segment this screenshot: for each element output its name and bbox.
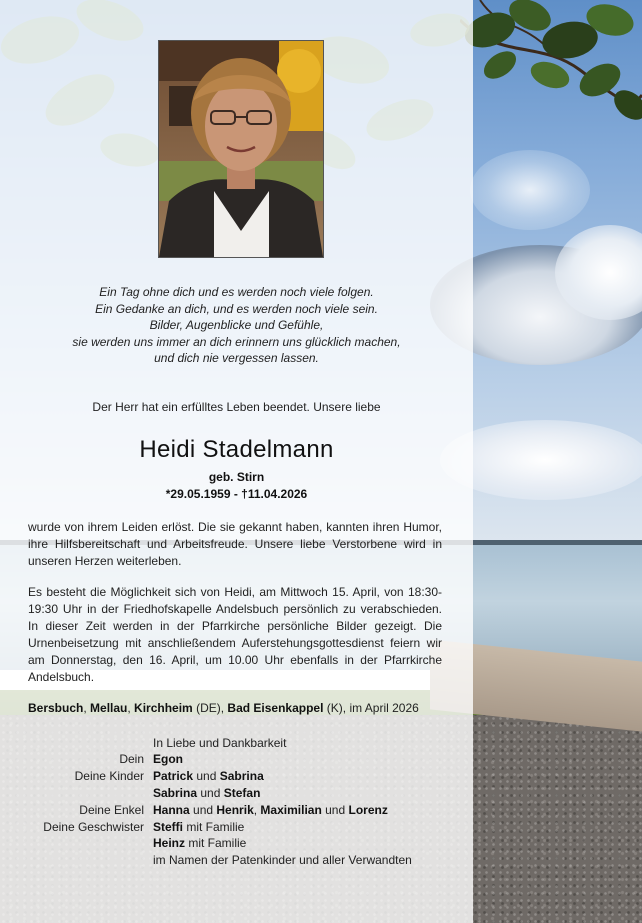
tree-leaves [460, 0, 642, 140]
portrait-photo [158, 40, 324, 258]
separator: , [83, 701, 91, 715]
conjunction: und [321, 803, 349, 817]
life-dates: *29.05.1959 - †11.04.2026 [165, 487, 308, 501]
family-label: Deine Geschwister [43, 820, 144, 834]
godchildren-text: im Namen der Patenkinder und aller Verwandten [153, 853, 412, 867]
date: im April 2026 [349, 701, 419, 715]
memorial-poem [0, 284, 473, 367]
family-name: Patrick [153, 769, 194, 783]
conjunction: und [189, 803, 217, 817]
intro-line: Der Herr hat ein erfülltes Leben beendet. Unsere liebe [92, 400, 381, 414]
family-names [153, 769, 264, 783]
poem-line: sie werden uns immer an dich erinnern uns glücklich machen, [72, 334, 401, 349]
paragraph-funeral-info: Es besteht die Möglichkeit sich von Heidi, am Mittwoch 15. April, von 18:30-19:30 Uhr in der Friedhofskapelle Andelsbuch persönlich zu verabschieden. In dieser Zeit werden in der Pfarrkirche persönliche Bilder gezeigt. Die Urnenbeisetzung mit anschließendem Auferstehungsgottesdienst feiern wir am Donnerstag, den 16. April, um 10.00 Uhr ebenfalls in der Pfarrkirche Andelsbuch. [28, 585, 442, 684]
family-name: Steffi [153, 820, 183, 834]
family-name: Heinz [153, 836, 186, 850]
family-name: Egon [153, 752, 183, 766]
conjunction: und [197, 786, 224, 800]
conjunction: und [193, 769, 220, 783]
family-names [153, 820, 244, 834]
family-name: Stefan [223, 786, 261, 800]
cloud [470, 150, 590, 230]
family-name: Sabrina [219, 769, 264, 783]
place-note: (K), [323, 701, 350, 715]
family-label: Deine Enkel [79, 803, 144, 817]
family-name: Sabrina [153, 786, 198, 800]
separator: , [253, 803, 261, 817]
place-note: (DE), [192, 701, 228, 715]
family-names [153, 803, 388, 817]
place: Bad Eisenkappel [227, 701, 324, 715]
places-and-date [28, 701, 448, 715]
family-names [153, 836, 246, 850]
family-suffix: mit Familie [183, 820, 245, 834]
family-name: Maximilian [260, 803, 322, 817]
place: Kirchheim [134, 701, 193, 715]
place: Bersbuch [28, 701, 84, 715]
closing-text: In Liebe und Dankbarkeit [153, 736, 287, 750]
poem-line: Ein Tag ohne dich und es werden noch viele folgen. [99, 285, 374, 299]
family-name: Lorenz [348, 803, 388, 817]
family-names [153, 786, 260, 800]
paragraph-passing: wurde von ihrem Leiden erlöst. Die sie gekannt haben, kannten ihren Humor, ihre Hilfsbereitschaft und Arbeitsfreude. Unsere liebe Verstorbene wird in unseren Herzen weiterleben. [28, 520, 442, 568]
poem-line: Bilder, Augenblicke und Gefühle, [149, 318, 324, 332]
family-name: Hanna [153, 803, 190, 817]
deceased-name: Heidi Stadelmann [139, 436, 334, 463]
place: Mellau [90, 701, 128, 715]
family-label: Deine Kinder [74, 769, 144, 783]
poem-line: und dich nie vergessen lassen. [154, 351, 319, 365]
birth-name: geb. Stirn [208, 470, 265, 484]
poem-line: Ein Gedanke an dich, und es werden noch viele sein. [95, 301, 378, 316]
family-label: Dein [119, 752, 144, 766]
separator: , [127, 701, 135, 715]
family-suffix: mit Familie [185, 836, 247, 850]
family-name: Henrik [216, 803, 254, 817]
